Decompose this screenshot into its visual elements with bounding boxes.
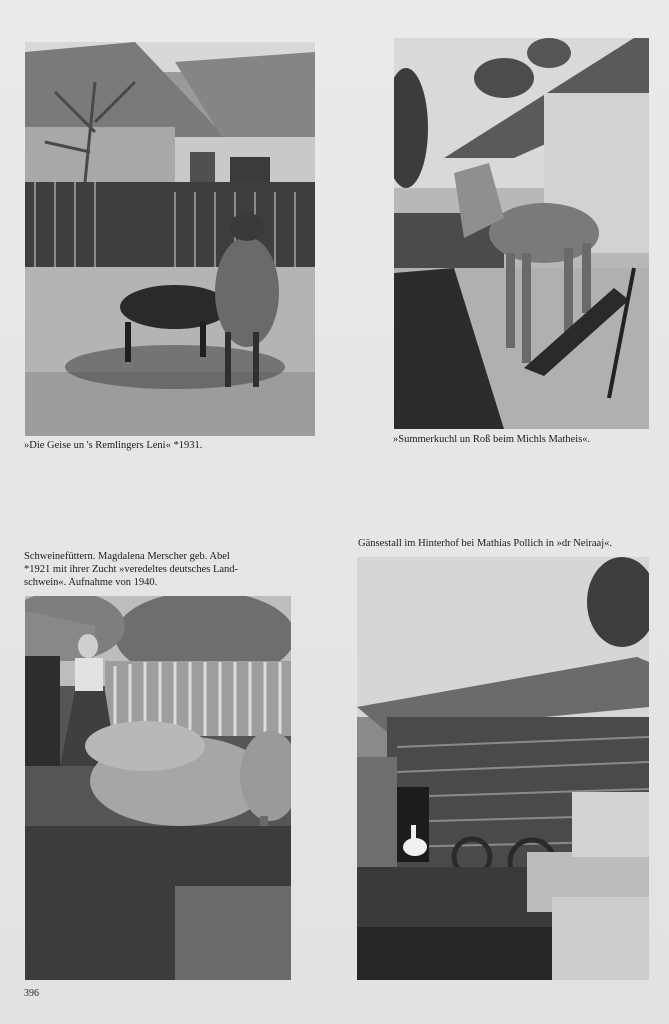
geese-caption: Gänsestall im Hinterhof bei Mathias Pollich in »dr Neiraaj«. <box>358 538 612 549</box>
goats-photo <box>25 42 315 436</box>
page-number: 396 <box>24 988 39 999</box>
pigs-caption-line-2: *1921 mit ihrer Zucht »veredeltes deutsches Land- <box>24 564 239 575</box>
pigs-photo <box>25 596 291 980</box>
horse-photo <box>394 38 649 429</box>
pigs-caption-line-3: schwein«. Aufnahme von 1940. <box>24 577 158 588</box>
horse-caption: »Summerkuchl un Roß beim Michls Matheis«. <box>393 434 591 445</box>
goats-caption: »Die Geise un 's Remlingers Leni« *1931. <box>24 440 203 451</box>
geese-photo <box>357 557 649 980</box>
pigs-caption-line-1: Schweinefüttern. Magdalena Merscher geb. Abel <box>24 551 230 562</box>
